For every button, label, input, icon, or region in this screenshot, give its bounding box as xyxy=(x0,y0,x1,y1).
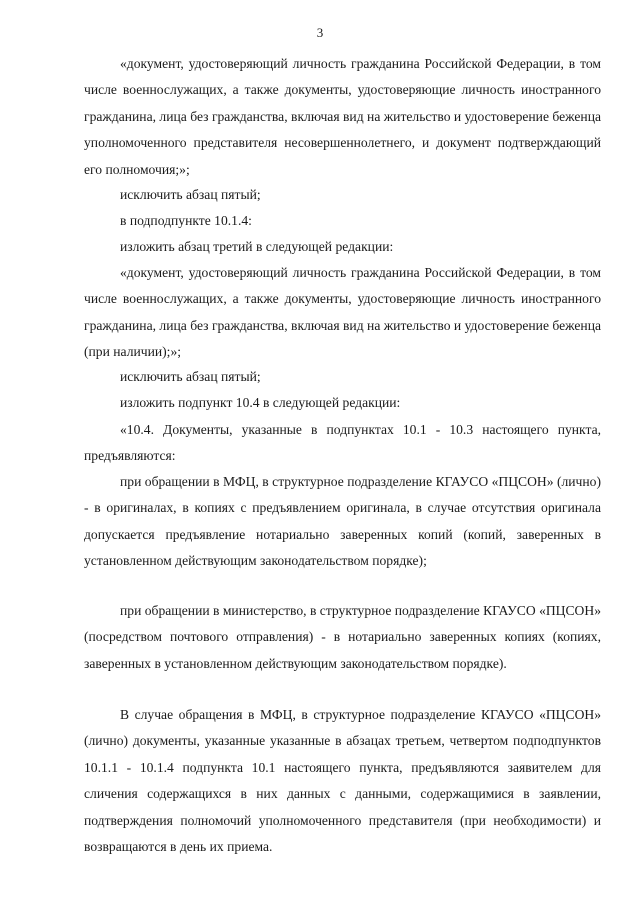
paragraph-mfc-personal: при обращении в МФЦ, в структурное подразделение КГАУСО «ПЦСОН» (лично) - в оригиналах, в копиях с предъявлением оригинала, в случае отсутствия оригинала допускается предъявление нотариально заверенных копий (копий, заверенных в установленном действующим законодательством порядке); xyxy=(84,474,601,569)
paragraph-10-4: «10.4. Документы, указанные в подпунктах 10.1 - 10.3 настоящего пункта, предъявляются: xyxy=(84,422,601,464)
paragraph-set-subitem-10-4: изложить подпункт 10.4 в следующей редакции: xyxy=(120,395,401,410)
paragraph-set-third: изложить абзац третий в следующей редакции: xyxy=(120,239,394,254)
paragraph-exclude-fifth-2: исключить абзац пятый; xyxy=(120,369,261,384)
paragraph-identity-document-representative: «документ, удостоверяющий личность гражданина Российской Федерации, в том числе военнослужащих, а также документы, удостоверяющие личность иностранного гражданина, лица без гражданства, включая вид на жительство и удостоверение беженца уполномоченного представителя несовершеннолетнего, и документ подтверждающий его полномочия;»; xyxy=(84,56,601,177)
paragraph-identity-document-citizen: «документ, удостоверяющий личность гражданина Российской Федерации, в том числе военнослужащих, а также документы, удостоверяющие личность иностранного гражданина, лица без гражданства, включая вид на жительство и удостоверение беженца (при наличии);»; xyxy=(84,265,601,360)
paragraph-subsubitem-10-1-4: в подподпункте 10.1.4: xyxy=(120,213,252,228)
page-number: 3 xyxy=(316,25,324,40)
paragraph-exclude-fifth-1: исключить абзац пятый; xyxy=(120,187,261,202)
paragraph-ministry-postal: при обращении в министерство, в структурное подразделение КГАУСО «ПЦСОН» (посредством почтового отправления) - в нотариально заверенных копиях (копиях, заверенных в установленном действующим законодательством порядке). xyxy=(84,603,601,671)
paragraph-return-documents: В случае обращения в МФЦ, в структурное подразделение КГАУСО «ПЦСОН» (лично) документы, указанные указанные в абзацах третьем, четвертом подподпунктов 10.1.1 - 10.1.4 подпункта 10.1 настоящего пункта, предъявляются заявителем для сличения содержащихся в них данных с данными, содержащимися в заявлении, подтверждения полномочий уполномоченного представителя (при необходимости) и возвращаются в день их приема. xyxy=(84,707,601,855)
